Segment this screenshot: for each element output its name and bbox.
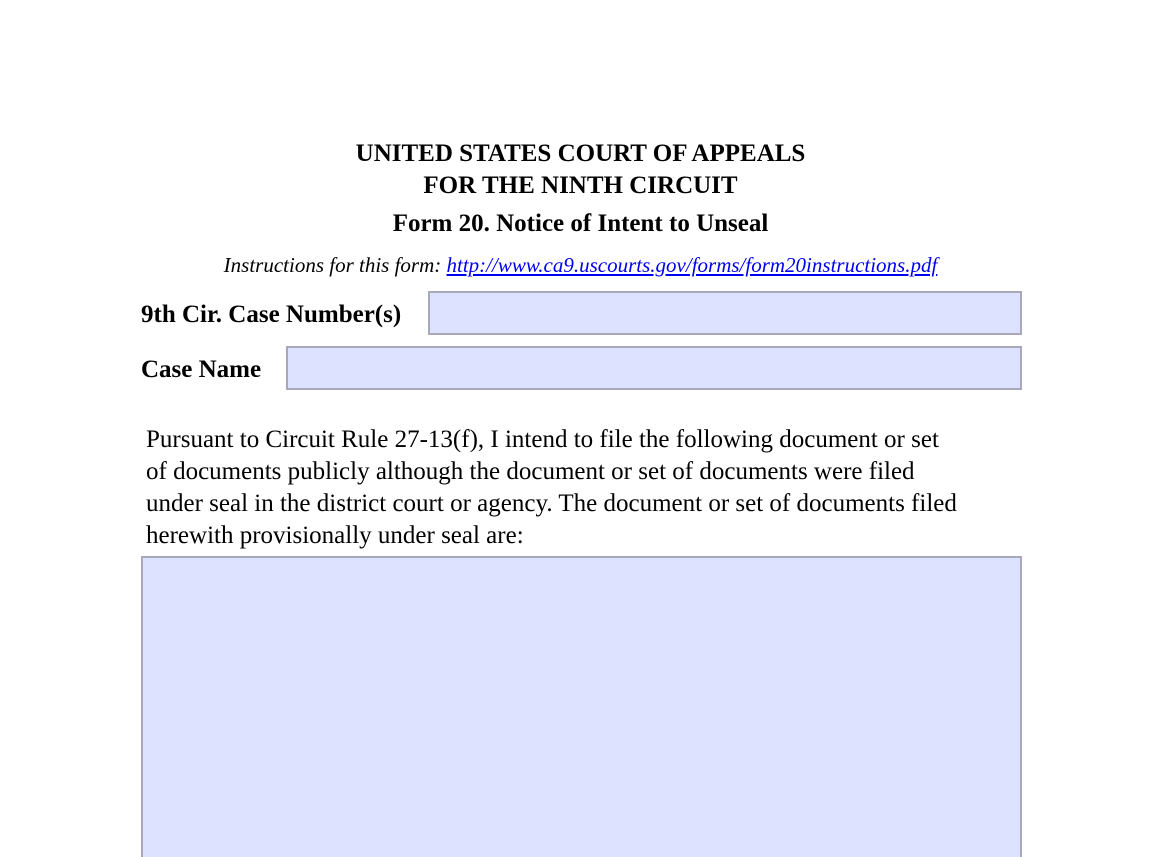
case-number-field[interactable] bbox=[428, 291, 1022, 335]
instructions-prefix: Instructions for this form: bbox=[223, 253, 442, 277]
statement-line: herewith provisionally under seal are: bbox=[146, 522, 524, 549]
court-name-line-1: UNITED STATES COURT OF APPEALS bbox=[355, 140, 806, 167]
court-name-line-2: FOR THE NINTH CIRCUIT bbox=[423, 172, 738, 199]
statement-line: under seal in the district court or agency. The document or set of documents filed bbox=[146, 490, 957, 517]
form-title: Form 20. Notice of Intent to Unseal bbox=[392, 210, 769, 237]
instructions-link[interactable]: http://www.ca9.uscourts.gov/forms/form20instructions.pdf bbox=[446, 253, 938, 277]
instructions-line bbox=[0, 252, 1161, 278]
unseal-statement bbox=[146, 424, 1026, 552]
case-name-field[interactable] bbox=[286, 346, 1022, 390]
case-name-label: Case Name bbox=[141, 356, 262, 383]
documents-list-field[interactable] bbox=[141, 556, 1022, 857]
case-number-label: 9th Cir. Case Number(s) bbox=[141, 301, 402, 328]
statement-line: of documents publicly although the document or set of documents were filed bbox=[146, 458, 915, 485]
statement-line: Pursuant to Circuit Rule 27-13(f), I intend to file the following document or set bbox=[146, 426, 939, 453]
